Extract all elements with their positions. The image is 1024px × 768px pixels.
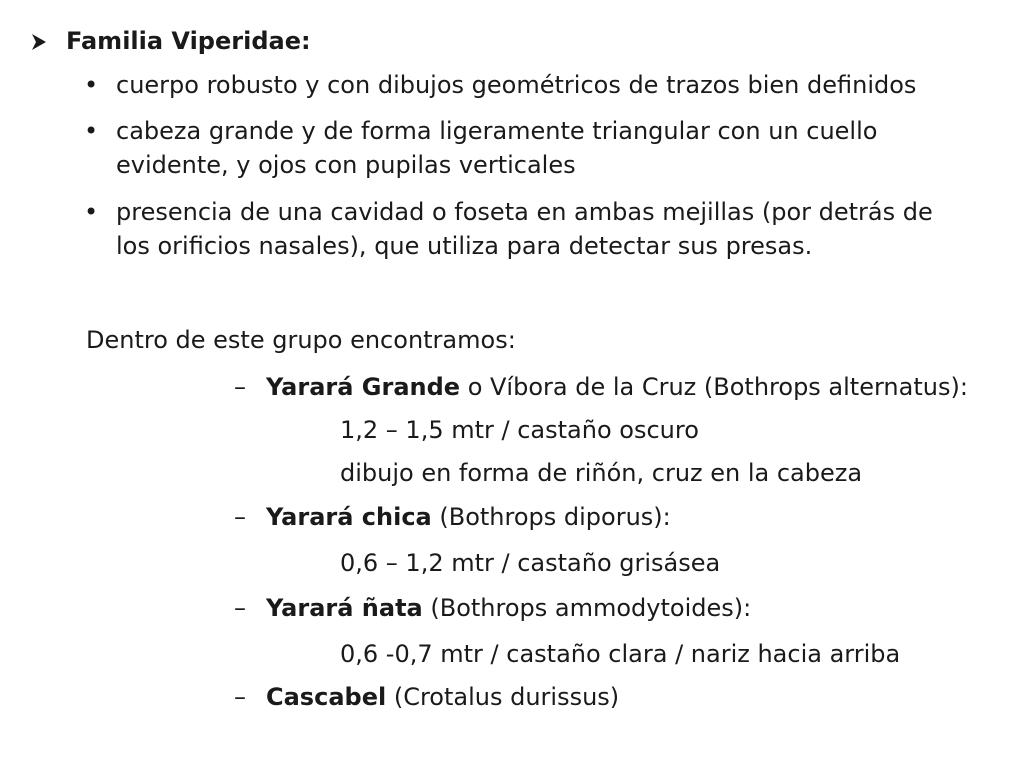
species-item bbox=[234, 680, 619, 714]
dash-bullet: – bbox=[234, 683, 246, 711]
dash-bullet: – bbox=[234, 594, 246, 622]
species-name: Yarará chica bbox=[266, 503, 432, 531]
heading-title: Familia Viperidae: bbox=[66, 27, 311, 55]
section-heading bbox=[30, 24, 311, 58]
bullet-text bbox=[116, 68, 996, 102]
species-description: (Bothrops ammodytoides): bbox=[422, 594, 752, 622]
bullet-line: evidente, y ojos con pupilas verticales bbox=[116, 151, 576, 179]
bullet-dot: • bbox=[84, 117, 99, 145]
arrow-bullet-icon bbox=[30, 33, 48, 51]
species-item bbox=[234, 370, 968, 404]
species-detail: 0,6 – 1,2 mtr / castaño grisásea bbox=[340, 549, 721, 577]
bullet-line: cabeza grande y de forma ligeramente triangular con un cuello bbox=[116, 117, 878, 145]
bullet-line: presencia de una cavidad o foseta en ambas mejillas (por detrás de bbox=[116, 198, 933, 226]
species-detail: 1,2 – 1,5 mtr / castaño oscuro bbox=[340, 416, 699, 444]
species-name: Cascabel bbox=[266, 683, 387, 711]
species-item bbox=[234, 591, 751, 625]
bullet-line: cuerpo robusto y con dibujos geométricos de trazos bien definidos bbox=[116, 71, 917, 99]
species-item bbox=[234, 500, 671, 534]
species-description: (Bothrops diporus): bbox=[431, 503, 671, 531]
bullet-text bbox=[116, 114, 996, 182]
bullet-dot: • bbox=[84, 71, 99, 99]
species-detail: dibujo en forma de riñón, cruz en la cabeza bbox=[340, 459, 863, 487]
species-name: Yarará Grande bbox=[266, 373, 461, 401]
species-detail: 0,6 -0,7 mtr / castaño clara / nariz hacia arriba bbox=[340, 640, 901, 668]
species-description: o Víbora de la Cruz (Bothrops alternatus): bbox=[460, 373, 968, 401]
bullet-dot: • bbox=[84, 198, 99, 226]
bullet-text bbox=[116, 195, 996, 263]
dash-bullet: – bbox=[234, 373, 246, 401]
bullet-line: los orificios nasales), que utiliza para detectar sus presas. bbox=[116, 232, 813, 260]
species-name: Yarará ñata bbox=[266, 594, 423, 622]
intro-text: Dentro de este grupo encontramos: bbox=[86, 326, 516, 354]
species-description: (Crotalus durissus) bbox=[386, 683, 620, 711]
dash-bullet: – bbox=[234, 503, 246, 531]
